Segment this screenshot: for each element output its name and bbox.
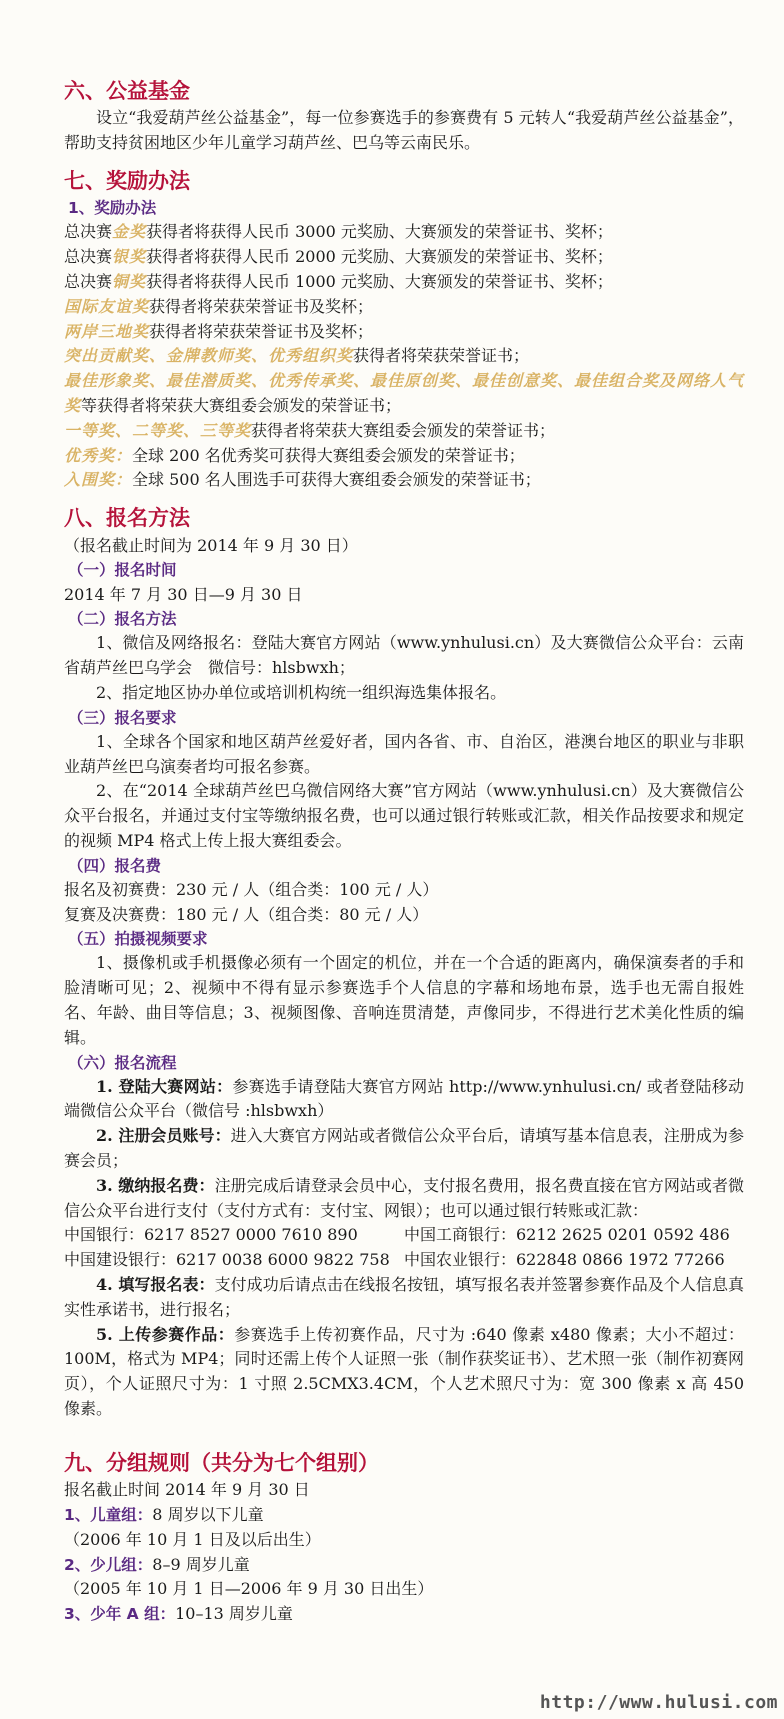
group-birth: （2005 年 10 月 1 日—2006 年 9 月 30 日出生） [64, 1579, 434, 1599]
section-6-paragraph: 设立“我爱葫芦丝公益基金”，每一位参赛选手的参赛费有 5 元转人“我爱葫芦丝公益基金”，帮助支持贫困地区少年儿童学习葫芦丝、巴乌等云南民乐。 [64, 108, 744, 153]
step-3: 3. 缴纳报名费：注册完成后请登录会员中心，支付报名费用，报名费直接在官方网站或者微信公众平台进行支付（支付方式有：支付宝、网银）；也可以通过银行转账或汇款： [64, 1175, 744, 1220]
registration-time-text: 2014 年 7 月 30 日—9 月 30 日 [64, 584, 303, 604]
sub-registration-method: （二）报名方法 [68, 610, 177, 629]
group-birth: （2006 年 10 月 1 日及以后出生） [64, 1529, 321, 1549]
group-deadline: 报名截止时间 2014 年 9 月 30 日 [64, 1480, 310, 1500]
fee-final: 复赛及决赛费：180 元 / 人（组合类：80 元 / 人） [64, 904, 429, 924]
group-item: 3、少年 A 组：10–13 周岁儿童 [64, 1604, 293, 1624]
section-8-title: 八、报名方法 [64, 506, 190, 531]
registration-method-1: 1、微信及网络报名：登陆大赛官方网站（www.ynhulusi.cn）及大赛微信公众平台：云南省葫芦丝巴乌学会 微信号：hlsbwxh； [64, 633, 744, 678]
bank-account: 中国银行：6217 8527 0000 7610 890 [64, 1225, 358, 1245]
award-gold: 总决赛金奖获得者将获得人民币 3000 元奖励、大赛颁发的荣誉证书、奖杯； [64, 222, 613, 242]
step-5: 5. 上传参赛作品：参赛选手上传初赛作品，尺寸为 :640 像素 x480 像素；大小不超过：100M，格式为 MP4；同时还需上传个人证照一张（制作获奖证书）、艺术照一张（制作初赛网页），个人证照尺寸为：1 寸照 2.5CMX3.4CM，个人艺术照尺寸为：宽 300 像素 x 高 450 像素。 [64, 1324, 744, 1418]
requirement-2: 2、在“2014 全球葫芦丝巴乌微信网络大赛”官方网站（www.ynhulusi.cn）及大赛微信公众平台报名，并通过支付宝等缴纳报名费，也可以通过银行转账或汇款，相关作品按要求和规定的视频 MP4 格式上传上报大赛组委会。 [64, 781, 744, 850]
bank-account: 中国农业银行：622848 0866 1972 77266 [404, 1250, 725, 1270]
award-finalist: 入围奖：全球 500 名人围选手可获得大赛组委会颁发的荣誉证书； [64, 470, 541, 490]
registration-deadline: （报名截止时间为 2014 年 9 月 30 日） [64, 535, 358, 555]
step-1: 1. 登陆大赛网站：参赛选手请登陆大赛官方网站 http://www.ynhulusi.cn/ 或者登陆移动端微信公众平台（微信号 :hlsbwxh） [64, 1076, 744, 1121]
section-7-title: 七、奖励办法 [64, 169, 190, 194]
award-bronze: 总决赛铜奖获得者将获得人民币 1000 元奖励、大赛颁发的荣誉证书、奖杯； [64, 272, 613, 292]
bank-account: 中国工商银行：6212 2625 0201 0592 486 [404, 1225, 730, 1245]
group-list [64, 1503, 744, 1627]
award-contribution: 突出贡献奖、金牌教师奖、优秀组织奖获得者将荣获荣誉证书； [64, 346, 530, 366]
award-cross-strait: 两岸三地奖获得者将荣获荣誉证书及奖杯； [64, 321, 374, 341]
bank-account: 中国建设银行：6217 0038 6000 9822 758 [64, 1250, 390, 1270]
sub-registration-requirements: （三）报名要求 [68, 708, 177, 727]
group-item: 2、少儿组：8–9 周岁儿童 [64, 1554, 250, 1574]
award-silver: 总决赛银奖获得者将获得人民币 2000 元奖励、大赛颁发的荣誉证书、奖杯； [64, 247, 613, 267]
award-list [64, 220, 744, 493]
section-6-title: 六、公益基金 [64, 79, 190, 103]
sub-registration-time: （一）报名时间 [68, 561, 177, 580]
award-best-categories: 最佳形象奖、最佳潜质奖、优秀传承奖、最佳原创奖、最佳创意奖、最佳组合奖及网络人气奖等获得者将荣获大赛组委会颁发的荣誉证书； [64, 371, 745, 416]
video-requirements-text: 1、摄像机或手机摄像必须有一个固定的机位，并在一个合适的距离内，确保演奏者的手和脸清晰可见；2、视频中不得有显示参赛选手个人信息的字幕和场地布景，选手也无需自报姓名、年龄、曲目等信息；3、视频图像、音响连贯清楚，声像同步，不得进行艺术美化性质的编辑。 [64, 953, 744, 1047]
award-first-second-third: 一等奖、二等奖、三等奖获得者将荣获大赛组委会颁发的荣誉证书； [64, 420, 556, 440]
sub-registration-process: （六）报名流程 [68, 1053, 177, 1072]
registration-method-2: 2、指定地区协办单位或培训机构统一组织海选集体报名。 [96, 682, 507, 702]
requirement-1: 1、全球各个国家和地区葫芦丝爱好者，国内各省、市、自治区，港澳台地区的职业与非职业葫芦丝巴乌演奏者均可报名参赛。 [64, 731, 744, 776]
section-9-title: 九、分组规则（共分为七个组别） [64, 1450, 379, 1475]
group-item: 1、儿童组：8 周岁以下儿童 [64, 1504, 264, 1524]
step-2: 2. 注册会员账号：进入大赛官方网站或者微信公众平台后，请填写基本信息表，注册成为参赛会员； [64, 1126, 744, 1170]
fee-preliminary: 报名及初赛费：230 元 / 人（组合类：100 元 / 人） [64, 879, 439, 899]
step-4: 4. 填写报名表：支付成功后请点击在线报名按钮，填写报名表并签署参赛作品及个人信息真实性承诺书，进行报名； [64, 1274, 744, 1319]
document-body [64, 76, 744, 1627]
section-7-subtitle: 1、奖励办法 [68, 199, 157, 218]
award-international: 国际友谊奖获得者将荣获荣誉证书及奖杯； [64, 296, 374, 316]
award-excellence: 优秀奖：全球 200 名优秀奖可获得大赛组委会颁发的荣誉证书； [64, 445, 525, 465]
sub-video-requirements: （五）拍摄视频要求 [68, 930, 208, 949]
bank-accounts [64, 1223, 744, 1273]
sub-registration-fee: （四）报名费 [68, 856, 162, 875]
site-watermark: http://www.hulusi.com [539, 1692, 778, 1714]
